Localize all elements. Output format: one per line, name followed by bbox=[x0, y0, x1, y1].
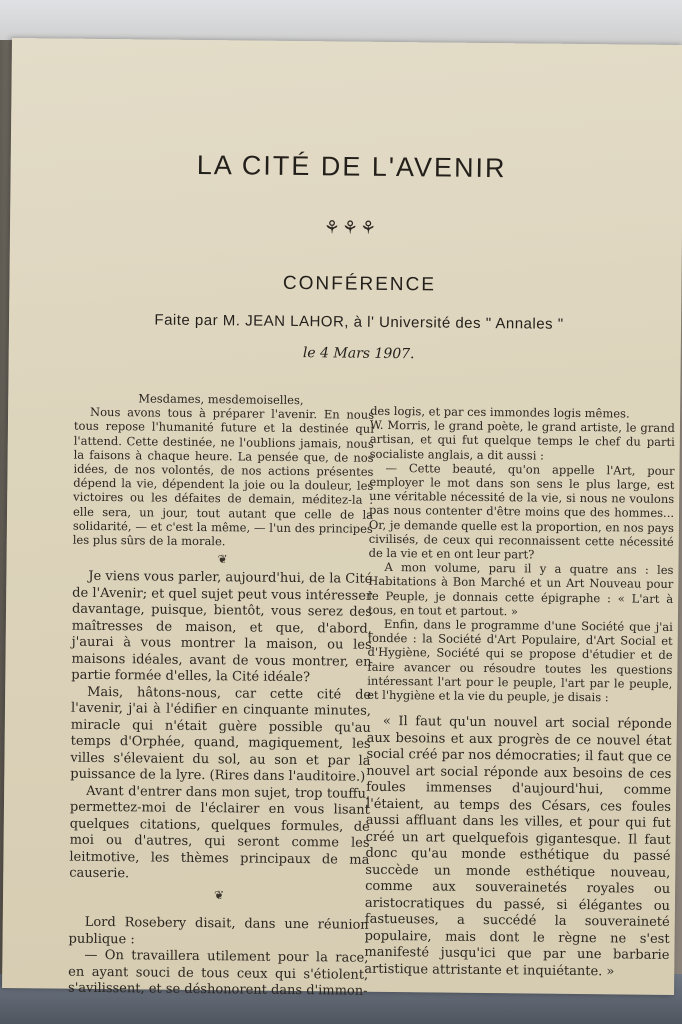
paragraph: Je viens vous parler, aujourd'hui, de la Cité de l'Avenir; et quel sujet peut vous intéresser davantage, puisque, bientôt, vous serez des maîtresses de maison, et que, d'abord, j'aurai à vous montrer la maison, ou les maisons idéales, avant de vous montrer, en partie formée d'elles, la Cité idéale? bbox=[71, 569, 373, 686]
page-title: LA CITÉ DE L'AVENIR bbox=[196, 149, 507, 184]
paragraph: A mon volume, paru il y a quatre ans : les Habitations à Bon Marché et un Art Nouveau pour le Peuple, je donnais cette épigraphe : « L'art à tous, en tout et partout. » bbox=[367, 560, 674, 619]
right-column bbox=[364, 404, 675, 981]
document-page bbox=[2, 38, 682, 999]
paragraph: W. Morris, le grand poète, le grand artiste, le grand artisan, et qui fut quelque temps le chef du parti socialiste anglais, a dit aussi : bbox=[369, 417, 676, 463]
paragraph: Mais, hâtons-nous, car cette cité de l'avenir, j'ai à l'édifier en cinquante minutes, miracle qui n'était guère possible qu'au temps d'Orphée, quand, magiquement, les villes s'élevaient du sol, au son et par la puissance de la lyre. (Rires dans l'auditoire.) bbox=[70, 684, 372, 786]
paragraph: — Cette beauté, qu'on appelle l'Art, pour employer le mot dans son sens le plus large, est une véritable nécessité de la vie, si nous ne voulons pas nous contenter d'être moins que des hommes... Or, je demande quelle est la proportion, en nos pays civilisés, de ceux qui reconnaissent cette nécessité de la vie et en ont leur part? bbox=[368, 460, 675, 562]
paragraph: Nous avons tous à préparer l'avenir. En nous tous repose l'humanité future et la destinée qui l'attend. Cette destinée, ne l'oublions jamais, nous la faisons à chaque heure. La pensée que, de nos idées, de nos volontés, de nos actions présentes dépend la vie, dépendent la joie ou la douleur, les victoires ou les défaites de demain, méditez-la : elle sera, un jour, tout autant que celle de la solidarité, — et c'est la même, — l'un des principes les plus sûrs de la morale. bbox=[72, 405, 375, 549]
paragraph: Avant d'entrer dans mon sujet, trop touffu, permettez-moi de l'éclairer en vous lisant quelques citations, quelques formules, de moi ou d'autres, qui seront comme les leitmotive, les thèmes principaux de ma causerie. bbox=[69, 783, 371, 882]
byline: Faite par M. JEAN LAHOR, à l' Université des " Annales " bbox=[154, 311, 564, 333]
left-column bbox=[68, 391, 374, 1001]
paragraph: Lord Rosebery disait, dans une réunion publique : bbox=[68, 914, 369, 947]
fleuron-icon: ❦ bbox=[217, 552, 228, 567]
paragraph: des logis, et par ces immondes logis mêmes. bbox=[370, 403, 630, 421]
ornament-icon: ⚘⚘⚘ bbox=[323, 217, 379, 239]
fleuron-icon: ❦ bbox=[213, 888, 225, 903]
date-line: le 4 Mars 1907. bbox=[302, 345, 415, 363]
section-heading: CONFÉRENCE bbox=[282, 272, 437, 296]
paragraph: — On travaillera utilement pour la race, en ayant souci de tous ceux qui s'étiolent, s'avilissent, et se déshonorent dans d'immon- bbox=[67, 947, 369, 999]
quotation: « Il faut qu'un nouvel art social réponde aux besoins et aux progrès de ce nouvel état social créé par nos démocraties; il faut que ce nouvel art social réponde aux besoins de ces foules immenses d'aujourd'hui, comme l'étaient, au temps des Césars, ces foules aussi affluant dans les villes, et pour qui fut créé un art quelquefois gigantesque. Il faut donc qu'au monde esthétique du passé succède un monde esthétique nouveau, comme aux souverainetés royales ou aristocratiques du passé, si élégantes ou fastueuses, a succédé la souveraineté populaire, mais dont le règne ne s'est manifesté jusqu'ici que par une barbarie artistique attristante et inquiétante. » bbox=[364, 714, 672, 980]
paragraph: Enfin, dans le programme d'une Société que j'ai fondée : la Société d'Art Populaire, d'Art Social et d'Hygiène, Société qui se propose d'étudier et de faire avancer ou résoudre toutes les questions intéressant l'art pour le peuple, l'art par le peuple, et l'hygiène et la vie du peuple, je disais : bbox=[367, 616, 673, 705]
salutation: Mesdames, mesdemoiselles, bbox=[138, 391, 304, 408]
